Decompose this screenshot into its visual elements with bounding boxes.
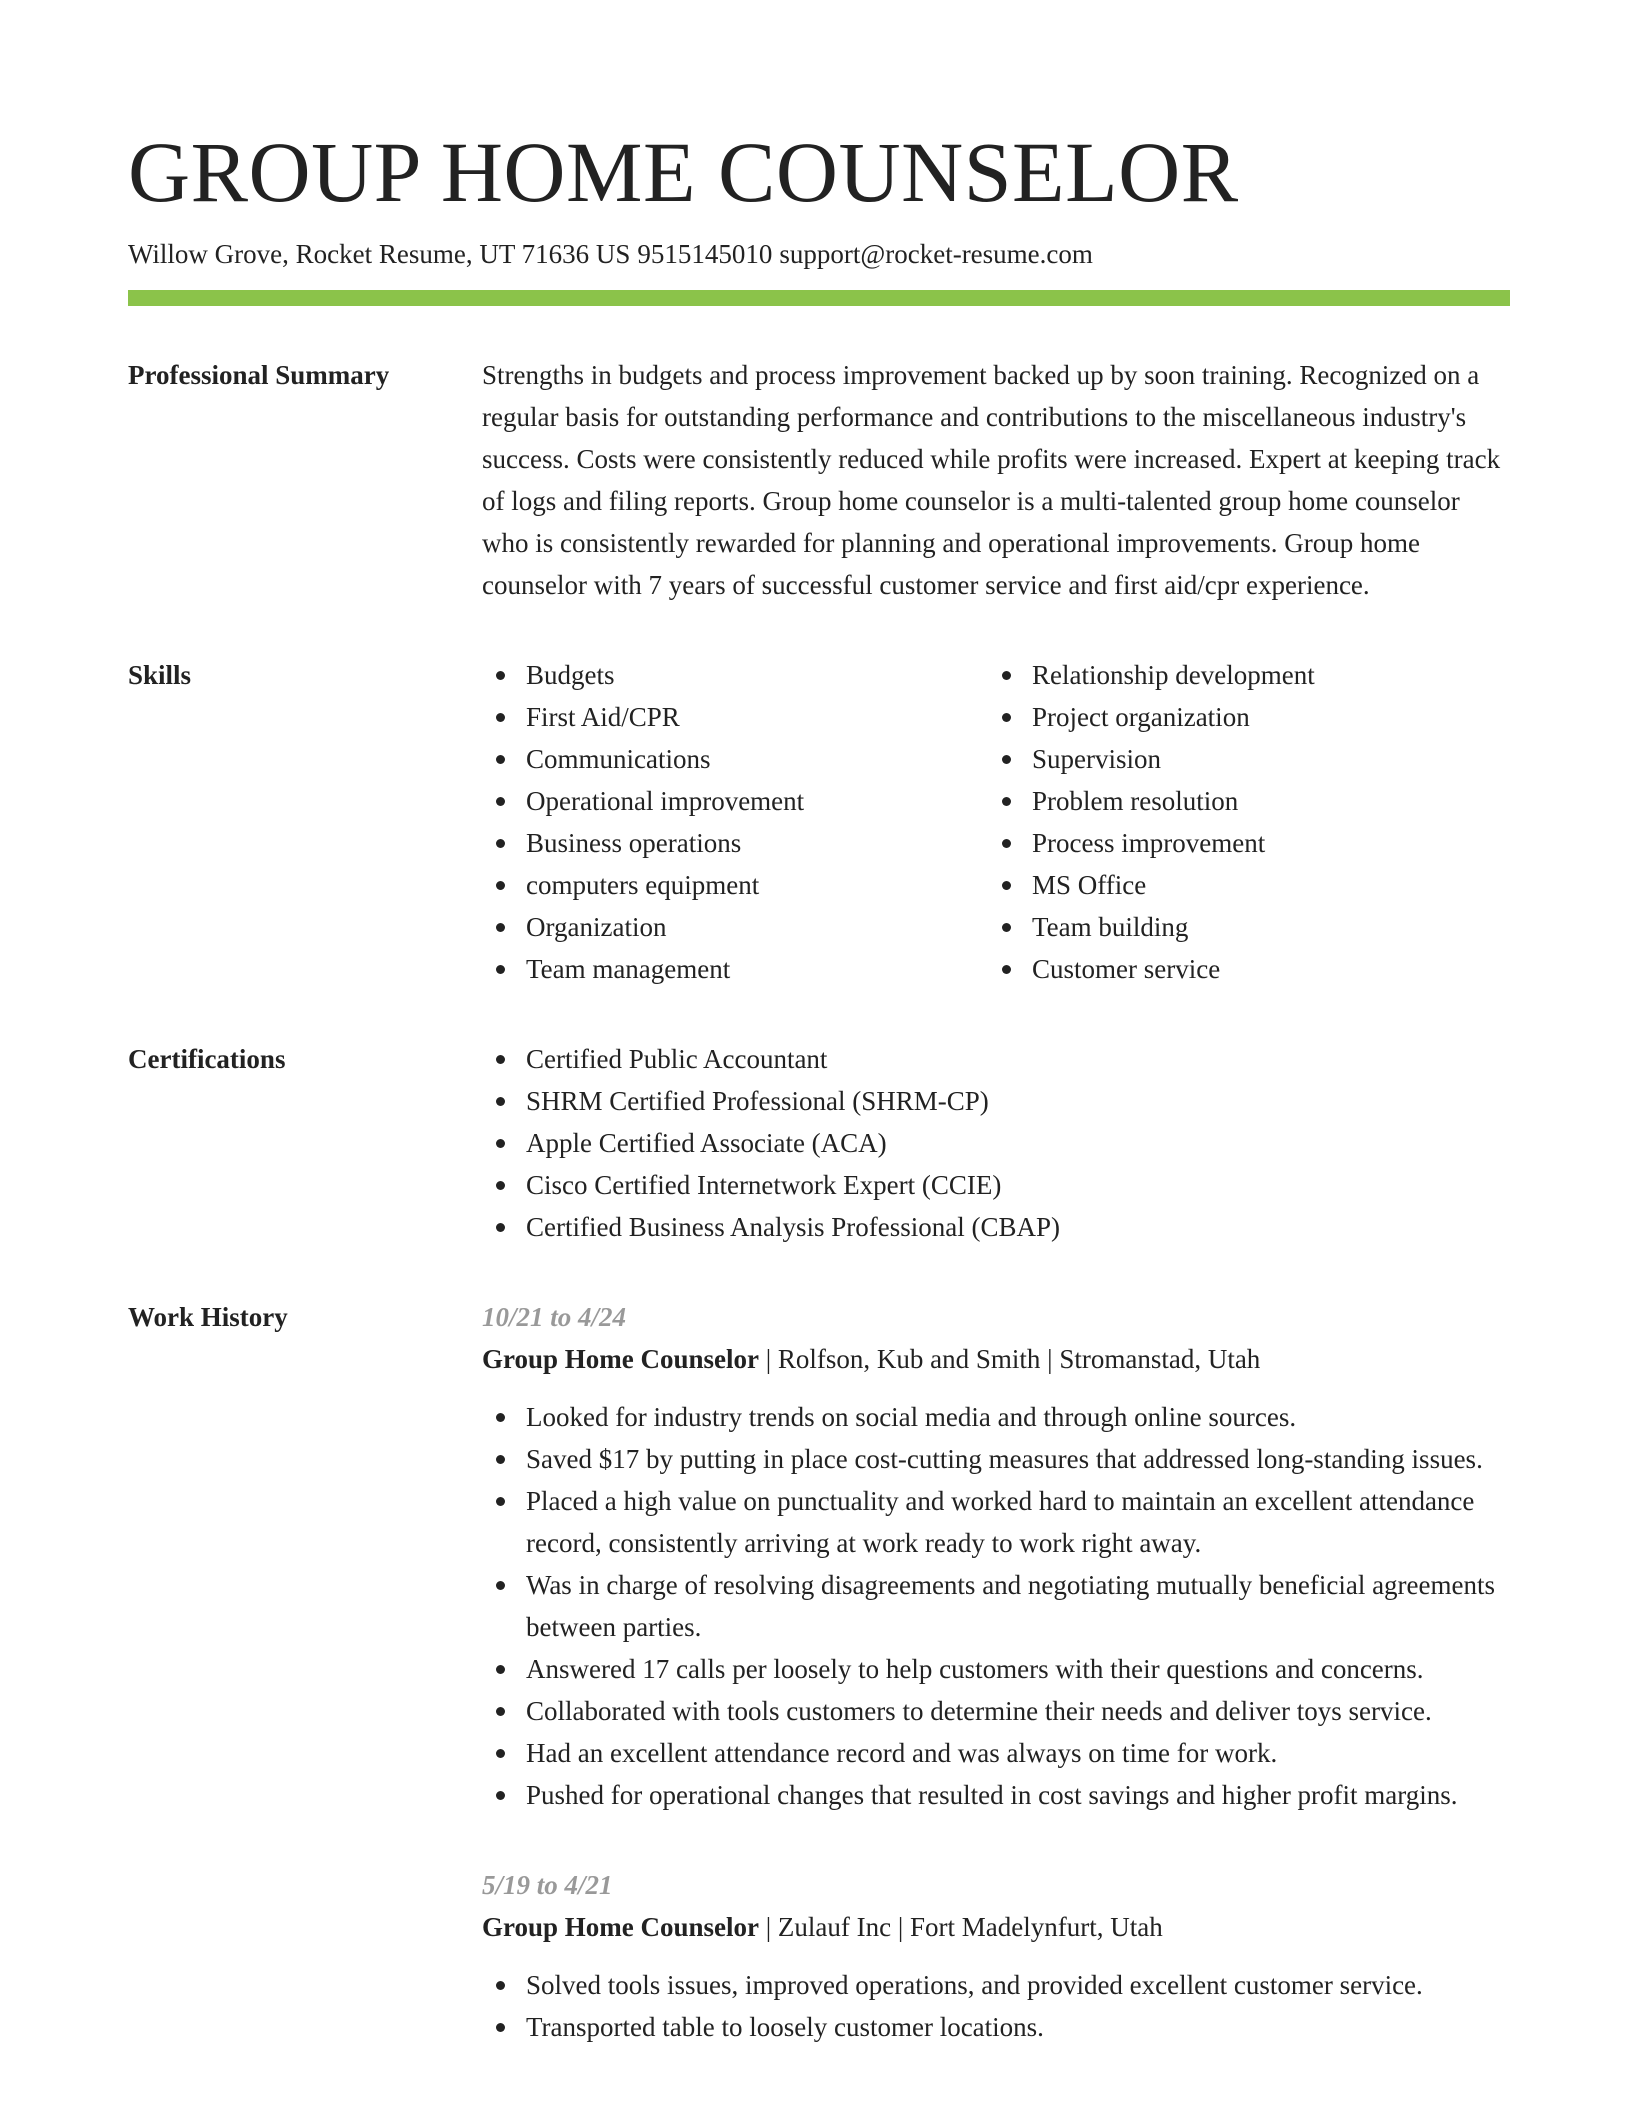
skills-grid <box>482 654 1510 990</box>
job-dates: 5/19 to 4/21 <box>482 1870 613 1900</box>
certifications-section <box>128 1038 1510 1248</box>
job-task: Looked for industry trends on social media and through online sources. <box>482 1396 1510 1438</box>
skill-item: Relationship development <box>988 654 1494 696</box>
job-task: Transported table to loosely customer locations. <box>482 2006 1510 2048</box>
job-task: Was in charge of resolving disagreements and negotiating mutually beneficial agreements between parties. <box>482 1564 1510 1648</box>
job-title: Group Home Counselor <box>482 1912 760 1942</box>
job-task: Pushed for operational changes that resulted in cost savings and higher profit margins. <box>482 1774 1510 1816</box>
certification-item: Certified Business Analysis Professional (CBAP) <box>482 1206 1510 1248</box>
contact-address: Willow Grove, Rocket Resume, UT 71636 US <box>128 239 631 269</box>
contact-line <box>128 234 1510 274</box>
skills-section <box>128 654 1510 990</box>
resume-page <box>128 118 1510 2048</box>
skill-item: Problem resolution <box>988 780 1494 822</box>
section-title-summary: Professional Summary <box>128 360 390 390</box>
job-tasks <box>482 1964 1510 2048</box>
job-employer-location: | Zulauf Inc | Fort Madelynfurt, Utah <box>759 1912 1163 1942</box>
job-tasks <box>482 1396 1510 1816</box>
skill-item: computers equipment <box>482 864 988 906</box>
skills-list-right <box>988 654 1494 990</box>
accent-divider <box>128 290 1510 306</box>
job-task: Saved $17 by putting in place cost-cutting measures that addressed long-standing issues. <box>482 1438 1510 1480</box>
job-task: Solved tools issues, improved operations, and provided excellent customer service. <box>482 1964 1510 2006</box>
job-entry <box>482 1296 1510 1816</box>
job-task: Had an excellent attendance record and was always on time for work. <box>482 1732 1510 1774</box>
section-title-skills: Skills <box>128 660 192 690</box>
summary-section <box>128 354 1510 606</box>
job-heading <box>482 1338 1510 1380</box>
contact-email: support@rocket-resume.com <box>779 239 1093 269</box>
section-title-work-history: Work History <box>128 1302 288 1332</box>
job-task: Collaborated with tools customers to determine their needs and deliver toys service. <box>482 1690 1510 1732</box>
skill-item: Business operations <box>482 822 988 864</box>
summary-text: Strengths in budgets and process improvement backed up by soon training. Recognized on a regular basis for outstanding performance and contributions to the miscellaneous industry's success. Costs were consistently reduced while profits were increased. Expert at keeping track of logs and filing reports. Group home counselor is a multi-talented group home counselor who is consistently rewarded for planning and operational improvements. Group home counselor with 7 years of successful customer service and first aid/cpr experience. <box>482 360 1501 600</box>
skill-item: Process improvement <box>988 822 1494 864</box>
job-heading <box>482 1906 1510 1948</box>
skills-list-left <box>482 654 988 990</box>
skill-item: Communications <box>482 738 988 780</box>
candidate-name: GROUP HOME COUNSELOR <box>128 124 1239 220</box>
section-title-certifications: Certifications <box>128 1044 286 1074</box>
skill-item: Supervision <box>988 738 1494 780</box>
skill-item: Customer service <box>988 948 1494 990</box>
skill-item: Organization <box>482 906 988 948</box>
job-task: Answered 17 calls per loosely to help customers with their questions and concerns. <box>482 1648 1510 1690</box>
skill-item: Team management <box>482 948 988 990</box>
certification-item: Apple Certified Associate (ACA) <box>482 1122 1510 1164</box>
skill-item: Budgets <box>482 654 988 696</box>
certification-item: SHRM Certified Professional (SHRM-CP) <box>482 1080 1510 1122</box>
certifications-list <box>482 1038 1510 1248</box>
job-entry <box>482 1864 1510 2048</box>
skill-item: First Aid/CPR <box>482 696 988 738</box>
skill-item: MS Office <box>988 864 1494 906</box>
job-employer-location: | Rolfson, Kub and Smith | Stromanstad, Utah <box>759 1344 1261 1374</box>
certification-item: Certified Public Accountant <box>482 1038 1510 1080</box>
skill-item: Operational improvement <box>482 780 988 822</box>
job-title: Group Home Counselor <box>482 1344 760 1374</box>
skill-item: Project organization <box>988 696 1494 738</box>
contact-phone: 9515145010 <box>637 239 773 269</box>
work-history-section <box>128 1296 1510 2048</box>
certification-item: Cisco Certified Internetwork Expert (CCIE) <box>482 1164 1510 1206</box>
skill-item: Team building <box>988 906 1494 948</box>
job-dates: 10/21 to 4/24 <box>482 1302 627 1332</box>
job-task: Placed a high value on punctuality and worked hard to maintain an excellent attendance record, consistently arriving at work ready to work right away. <box>482 1480 1510 1564</box>
